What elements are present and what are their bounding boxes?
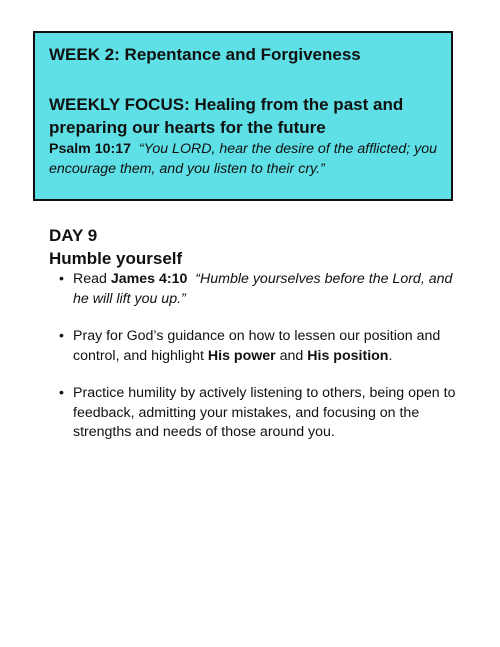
bullet-icon: • [59, 385, 64, 401]
his-position-text: His position [307, 347, 389, 364]
bullet-icon: • [59, 271, 64, 287]
practice-text: Practice humility by actively listening to others, being open to feedback, admitting your mistakes, and focusing on the strengths and needs of those around you. [73, 385, 456, 440]
list-item-read [49, 270, 459, 309]
day-subtitle: Humble yourself [49, 249, 183, 268]
bullet-icon: • [59, 328, 64, 344]
scripture-quote: “Humble yourselves before the Lord, and he will lift you up.” [73, 271, 453, 307]
weekly-focus-heading: WEEKLY FOCUS: Healing from the past and preparing our hearts for the future [49, 95, 404, 137]
and-text: and [279, 347, 304, 364]
his-power-text: His power [207, 347, 276, 364]
read-lead: Read [73, 271, 107, 287]
list-item-practice [49, 384, 459, 443]
pray-text: Pray for God’s guidance on how to lessen our position and control, and highlight [73, 328, 441, 364]
psalm-verse [49, 139, 441, 179]
weekly-focus-box [33, 31, 453, 201]
psalm-reference: Psalm 10:17 [49, 141, 132, 157]
period-text: . [388, 347, 393, 364]
scripture-reference: James 4:10 [110, 271, 188, 287]
psalm-quote: “You LORD, hear the desire of the afflicted; you encourage them, and you listen to their cry.” [49, 141, 438, 177]
day-title: DAY 9 [49, 226, 98, 245]
week-title: WEEK 2: Repentance and Forgiveness [49, 45, 361, 64]
list-item-pray [49, 327, 459, 366]
day-bullet-list [49, 270, 459, 443]
